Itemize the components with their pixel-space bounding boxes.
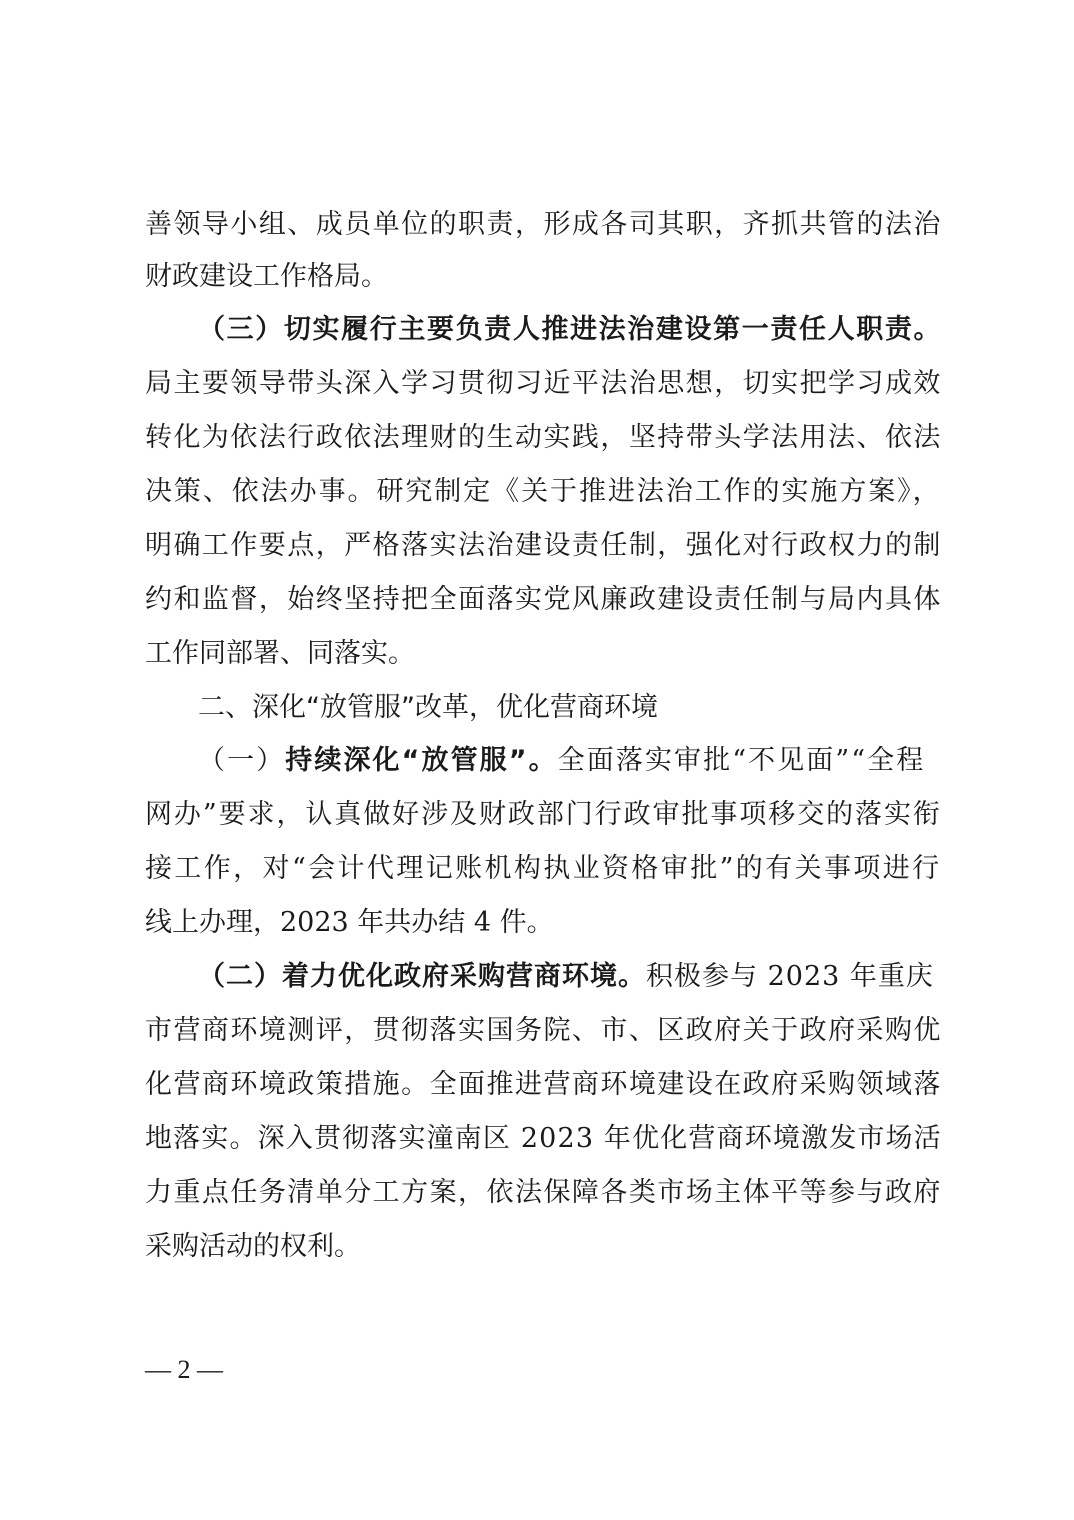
body-text-line: 局主要领导带头深入学习贯彻习近平法治思想，切实把学习成效 <box>145 368 942 399</box>
subsection-heading: （三）切实履行主要负责人推进法治建设第一责任人职责。 <box>198 314 943 345</box>
subsection-number: （一） <box>198 745 286 776</box>
body-text-line: 化营商环境政策措施。全面推进营商环境建设在政府采购领域落 <box>145 1069 942 1100</box>
body-text-line: 网办”要求，认真做好涉及财政部门行政审批事项移交的落实衔 <box>145 799 942 830</box>
paragraph-first-line <box>198 741 925 781</box>
body-text-line: 地落实。深入贯彻落实潼南区 2023 年优化营商环境激发市场活 <box>145 1123 942 1154</box>
body-text-line: 明确工作要点，严格落实法治建设责任制，强化对行政权力的制 <box>145 530 942 561</box>
subsection-heading: 持续深化“放管服”。 <box>285 745 558 776</box>
page-number: — 2 — <box>145 1355 223 1384</box>
body-text: 全面落实审批“不见面”“全程 <box>557 745 926 776</box>
body-text-line: 财政建设工作格局。 <box>145 261 388 292</box>
paragraph-first-line <box>198 957 934 997</box>
body-text-line: 接工作，对“会计代理记账机构执业资格审批”的有关事项进行 <box>145 853 942 884</box>
body-text-line: 力重点任务清单分工方案，依法保障各类市场主体平等参与政府 <box>145 1177 942 1208</box>
section-title: 二、深化“放管服”改革，优化营商环境 <box>198 692 658 723</box>
subsection-heading: （二）着力优化政府采购营商环境。 <box>198 961 646 992</box>
body-text-line: 线上办理，2023 年共办结 4 件。 <box>145 907 554 938</box>
body-text-line: 采购活动的权利。 <box>145 1231 361 1262</box>
body-text-line: 善领导小组、成员单位的职责，形成各司其职，齐抓共管的法治 <box>145 209 942 240</box>
body-text: 积极参与 2023 年重庆 <box>646 961 934 992</box>
body-text-line: 市营商环境测评，贯彻落实国务院、市、区政府关于政府采购优 <box>145 1015 942 1046</box>
body-text-line: 约和监督，始终坚持把全面落实党风廉政建设责任制与局内具体 <box>145 584 942 615</box>
body-text-line: 转化为依法行政依法理财的生动实践，坚持带头学法用法、依法 <box>145 422 942 453</box>
body-text-line: 决策、依法办事。研究制定《关于推进法治工作的实施方案》， <box>145 476 942 507</box>
body-text-line: 工作同部署、同落实。 <box>145 638 415 669</box>
